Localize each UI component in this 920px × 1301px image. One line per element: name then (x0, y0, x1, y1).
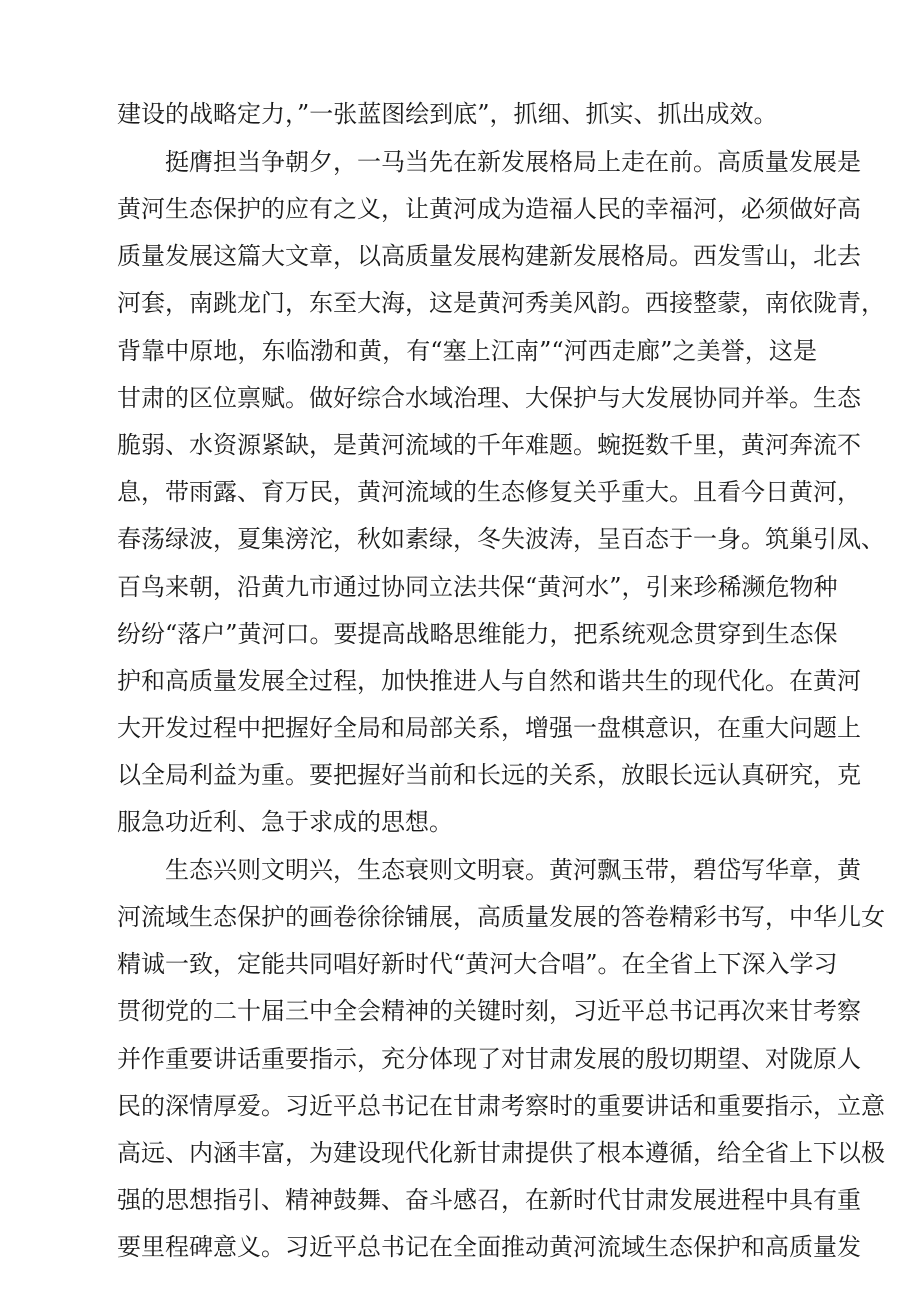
text-line: 建设的战略定力，”一张蓝图绘到底”，抓细、抓实、抓出成效。 (117, 100, 778, 128)
text-line: 质量发展这篇大文章，以高质量发展构建新发展格局。西发雪山，北去 (117, 242, 861, 270)
text-line: 脆弱、水资源紧缺，是黄河流域的千年难题。蜿挺数千里，黄河奔流不 (117, 431, 861, 459)
text-line: 河套，南跳龙门，东至大海，这是黄河秀美风韵。西接整蒙，南依陇青， (117, 289, 885, 317)
text-line: 黄河生态保护的应有之义，让黄河成为造福人民的幸福河，必须做好高 (117, 195, 861, 223)
text-line: 精诚一致，定能共同唱好新时代“黄河大合唱”。在全省上下深入学习 (117, 950, 838, 978)
text-line: 背靠中原地，东临渤和黄，有“塞上江南”“河西走廊”之美誉，这是 (117, 337, 817, 365)
text-line: 护和高质量发展全过程，加快推进人与自然和谐共生的现代化。在黄河 (117, 667, 861, 695)
text-line: 百鸟来朝，沿黄九市通过协同立法共保“黄河水”，引来珍稀濒危物种 (117, 573, 838, 601)
text-line: 贯彻党的二十届三中全会精神的关键时刻，习近平总书记再次来甘考察 (117, 997, 861, 1025)
text-line: 民的深情厚爱。习近平总书记在甘肃考察时的重要讲话和重要指示，立意 (117, 1092, 885, 1120)
text-line: 纷纷“落户”黄河口。要提高战略思维能力，把系统观念贯穿到生态保 (117, 620, 838, 648)
text-line: 春荡绿波，夏集滂沱，秋如素绿，冬失波涛，呈百态于一身。筑巢引凤、 (117, 525, 885, 553)
paragraph-first-line: 挺膺担当争朝夕，一马当先在新发展格局上走在前。高质量发展是 (165, 148, 861, 176)
text-line: 甘肃的区位禀赋。做好综合水域治理、大保护与大发展协同并举。生态 (117, 384, 861, 412)
text-line: 并作重要讲话重要指示，充分体现了对甘肃发展的殷切期望、对陇原人 (117, 1045, 861, 1073)
text-line: 息，带雨露、育万民，黄河流域的生态修复关乎重大。且看今日黄河， (117, 478, 861, 506)
text-line: 大开发过程中把握好全局和局部关系，增强一盘棋意识，在重大问题上 (117, 714, 861, 742)
paragraph-first-line: 生态兴则文明兴，生态衰则文明衰。黄河飘玉带，碧岱写华章，黄 (165, 856, 861, 884)
text-line: 以全局利益为重。要把握好当前和长远的关系，放眼长远认真研究，克 (117, 761, 861, 789)
text-line: 河流域生态保护的画卷徐徐铺展，高质量发展的答卷精彩书写，中华儿女 (117, 903, 885, 931)
paragraph-last-line: 服急功近利、急于求成的思想。 (117, 808, 453, 836)
text-line: 高远、内涵丰富，为建设现代化新甘肃提供了根本遵循，给全省上下以极 (117, 1139, 885, 1167)
text-line: 强的思想指引、精神鼓舞、奋斗感召，在新时代甘肃发展进程中具有重 (117, 1186, 861, 1214)
text-line: 要里程碑意义。习近平总书记在全面推动黄河流域生态保护和高质量发 (117, 1233, 861, 1261)
